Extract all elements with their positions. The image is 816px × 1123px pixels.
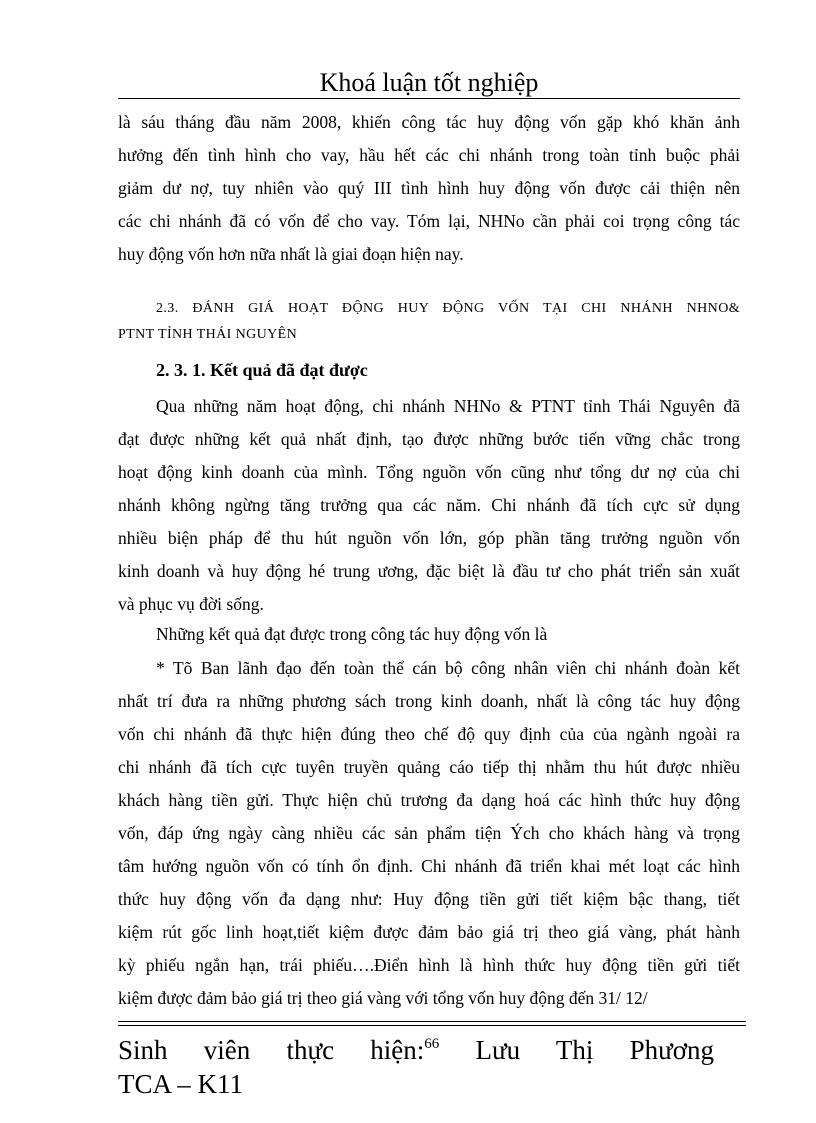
footer-author-label: Sinh viên thực hiện:	[118, 1035, 425, 1065]
section-heading-line: 2.3. ĐÁNH GIÁ HOẠT ĐỘNG HUY ĐỘNG VỐN TẠI CHI NHÁNH NHNO&	[156, 301, 740, 316]
text-line: khách hàng tiền gửi. Thực hiện chủ trương đa dạng hoá các hình thức huy động	[118, 790, 740, 810]
text-line: kiệm rút gốc linh hoạt,tiết kiệm được đảm bảo giá trị theo giá vàng, phát hành	[118, 922, 740, 942]
footer-line	[118, 1027, 714, 1067]
text-line: * Tõ Ban lãnh đạo đến toàn thể cán bộ công nhân viên chi nhánh đoàn kết	[156, 658, 740, 678]
text-line: kỳ phiếu ngắn hạn, trái phiếu….Điển hình là hình thức huy động tiền gửi tiết	[118, 955, 740, 975]
text-line: các chi nhánh đã có vốn để cho vay. Tóm lại, NHNo cần phải coi trọng công tác	[118, 211, 740, 231]
section-heading-line: PTNT TỈNH THÁI NGUYÊN	[118, 327, 298, 342]
section-heading	[118, 296, 740, 348]
text-line: chi nhánh đã tích cực tuyên truyền quảng cáo tiếp thị nhằm thu hút được nhiều	[118, 757, 740, 777]
text-line: kiệm được đảm bảo giá trị theo giá vàng với tổng vốn huy động đến 31/ 12/	[118, 988, 648, 1008]
text-line: vốn chi nhánh đã thực hiện đúng theo chế độ quy định của của ngành ngoài ra	[118, 724, 740, 744]
text-line: huy động vốn hơn nữa nhất là giai đoạn hiện nay.	[118, 244, 464, 264]
text-line: đạt được những kết quả nhất định, tạo được những bước tiến vững chắc trong	[118, 429, 740, 449]
text-line: giảm dư nợ, tuy nhiên vào quý III tình hình huy động vốn được cải thiện nên	[118, 178, 740, 198]
footer-author-name: Lưu Thị Phương	[475, 1035, 715, 1065]
header-title: Khoá luận tốt nghiệp	[319, 68, 539, 97]
text-line: là sáu tháng đầu năm 2008, khiến công tác huy động vốn gặp khó khăn ảnh	[118, 112, 740, 132]
text-line: thức huy động vốn đa dạng như: Huy động tiền gửi tiết kiệm bậc thang, tiết	[118, 889, 740, 909]
text-line: hoạt động kinh doanh của mình. Tổng nguồn vốn cũng như tổng dư nợ của chi	[118, 462, 740, 482]
paragraph-2	[118, 618, 740, 651]
page-number: 66	[424, 1036, 440, 1052]
text-line: nhất trí đưa ra những phương sách trong kinh doanh, nhất là công tác huy động	[118, 691, 740, 711]
text-line: và phục vụ đời sống.	[118, 594, 264, 614]
text-line: Những kết quả đạt được trong công tác huy động vốn là	[156, 624, 548, 644]
text-line: hưởng đến tình hình cho vay, hầu hết các chi nhánh trong toàn tỉnh buộc phải	[118, 145, 740, 165]
text-line: Qua những năm hoạt động, chi nhánh NHNo & PTNT tỉnh Thái Nguyên đã	[156, 396, 740, 416]
text-line: nhiều biện pháp để thu hút nguồn vốn lớn, góp phần tăng trưởng nguồn vốn	[118, 528, 740, 548]
footer-class-code: TCA – K11	[118, 1069, 244, 1099]
footer-rule-bottom	[118, 1025, 746, 1026]
text-line: kinh doanh và huy động hé trung ương, đặc biệt là đầu tư cho phát triển sản xuất	[118, 561, 740, 581]
intro-paragraph	[118, 106, 740, 271]
paragraph-1	[118, 390, 740, 621]
subsection-heading: 2. 3. 1. Kết quả đã đạt được	[156, 360, 368, 380]
text-line: nhánh không ngừng tăng trưởng qua các năm. Chi nhánh đã tích cực sử dụng	[118, 495, 740, 515]
paragraph-3	[118, 652, 740, 1015]
page-footer	[118, 1027, 714, 1101]
footer-rule-top	[118, 1021, 746, 1022]
text-line: tâm hướng nguồn vốn có tính ổn định. Chi nhánh đã triển khai mét loạt các hình	[118, 856, 740, 876]
text-line: vốn, đáp ứng ngày càng nhiều các sản phẩm tiện Ých cho khách hàng và trọng	[118, 823, 740, 843]
page-header	[118, 68, 740, 99]
